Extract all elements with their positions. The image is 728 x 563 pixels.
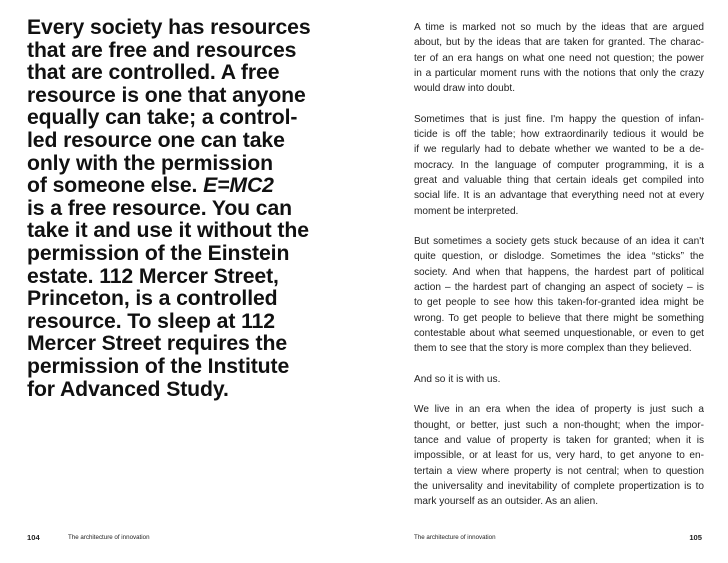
paragraph-line: tance and value of property is taken for granted; when it is (414, 435, 704, 447)
paragraph-line: action – the hardest part of changing an aspect of society – is (414, 282, 704, 294)
paragraph-line: in a particular moment runs with the notions that only the crazy (414, 67, 704, 79)
paragraph-line: We live in an era when the idea of property is just such a (414, 404, 704, 416)
pull-quote-line: take it and use it without the (27, 219, 309, 243)
pull-quote-line: resource is one that anyone (27, 83, 306, 107)
pull-quote-line: for Advanced Study. (27, 377, 229, 401)
paragraph-line: But sometimes a society gets stuck because of an idea it can't (414, 236, 704, 248)
paragraph-line: thought, or better, just such a non-thought; when the impor- (414, 419, 704, 431)
running-title: The architecture of innovation (414, 534, 496, 541)
paragraph-line: if we regularly had to debate whether we wanted to be a de- (414, 144, 704, 156)
paragraph (414, 234, 704, 356)
pull-quote-line: Princeton, is a controlled (27, 287, 278, 311)
paragraph-line: wrong. To get people to believe that there might be something (414, 312, 704, 324)
pull-quote (27, 17, 347, 401)
paragraph-line: impossible, or at least for us, very hard, to get anyone to en- (414, 450, 704, 462)
paragraph-line: A time is marked not so much by the ideas that are argued (414, 22, 704, 33)
paragraph (414, 372, 704, 387)
paragraph-line: mark yourself as an outsider. As an alien. (414, 496, 599, 508)
pull-quote-line (27, 175, 347, 198)
paragraph-line: to get people to see how this taken-for-granted idea might be (414, 297, 704, 309)
pull-quote-line: equally can take; a control- (27, 106, 298, 130)
running-title: The architecture of innovation (68, 534, 150, 541)
paragraph-line: society. And when that happens, the hardest part of political (414, 266, 704, 278)
paragraph-line: great and valuable thing that certain ideals get compiled into (414, 174, 704, 186)
paragraph-line: quite question, or dislodge. Sometimes the idea “sticks” the (414, 251, 704, 263)
pull-quote-line: Every society has resources (27, 16, 311, 39)
paragraph-line: moment be interpreted. (414, 205, 519, 217)
pull-quote-text: of someone else. (27, 174, 204, 198)
body-text (414, 20, 704, 525)
pull-quote-line: permission of the Einstein (27, 241, 290, 265)
paragraph-line: would draw into doubt. (414, 83, 516, 95)
right-page (364, 0, 728, 563)
paragraph-line: ticide is off the table; how extraordinarily tedious it would be (414, 129, 704, 141)
pull-quote-line: only with the permission (27, 151, 273, 175)
paragraph-line: tertain a view where property is not central; when to question (414, 465, 704, 477)
paragraph-line: ter of an era hangs on what one need not question; the power (414, 52, 704, 64)
paragraph (414, 20, 704, 96)
pull-quote-line: Mercer Street requires the (27, 332, 287, 356)
pull-quote-line: permission of the Institute (27, 354, 290, 378)
paragraph-line: Sometimes that is just fine. I'm happy the question of infan- (414, 113, 704, 125)
paragraph-line: social life. It is an advantage that everything need not at every (414, 190, 704, 202)
pull-quote-line: that are controlled. A free (27, 61, 280, 85)
paragraph (414, 112, 704, 219)
formula-italic: E=MC2 (203, 174, 274, 198)
paragraph-line: the universality and inevitability of complete propertization is to (414, 480, 704, 492)
pull-quote-line: estate. 112 Mercer Street, (27, 264, 279, 288)
pull-quote-line: resource. To sleep at 112 (27, 309, 275, 333)
paragraph-line: them to see that the story is more complex than they believed. (414, 343, 692, 355)
paragraph (414, 402, 704, 509)
paragraph-line: mocracy. In the language of computer programming, it is a (414, 159, 704, 171)
page-number: 105 (689, 533, 702, 542)
pull-quote-line: is a free resource. You can (27, 196, 293, 220)
pull-quote-line: led resource one can take (27, 128, 285, 152)
paragraph-line: And so it is with us. (414, 373, 501, 385)
paragraph-line: about, but by the ideas that are taken for granted. The charac- (414, 37, 704, 49)
pull-quote-line: that are free and resources (27, 38, 297, 62)
paragraph-line: contestable about what seemed unquestionable, or even to get (414, 327, 704, 339)
page-number: 104 (27, 533, 40, 542)
